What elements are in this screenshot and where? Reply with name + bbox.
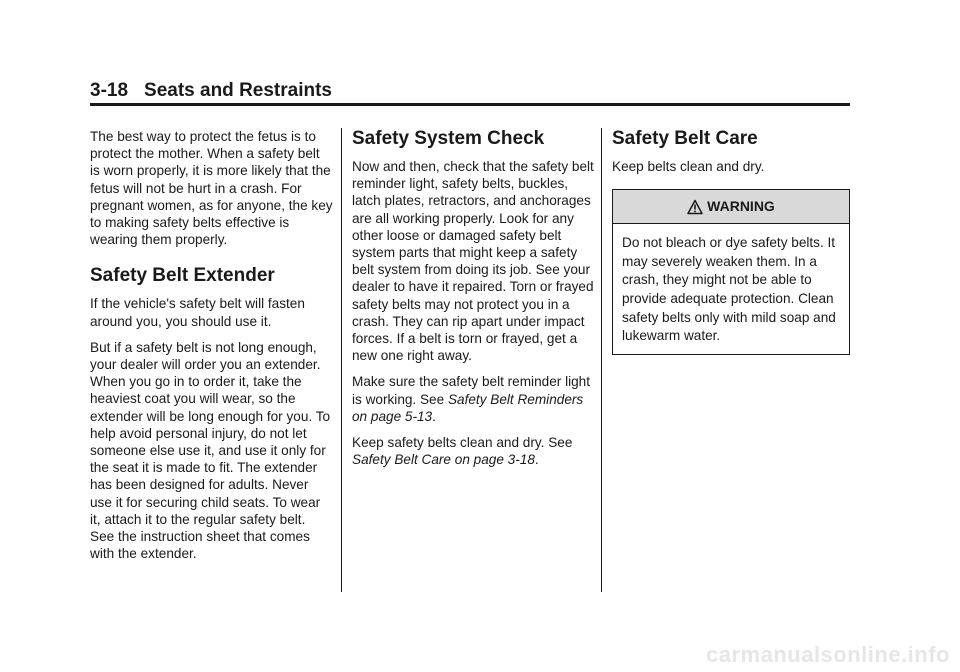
clean-period: . bbox=[534, 452, 539, 468]
reminder-period: . bbox=[432, 408, 436, 424]
extender-heading: Safety Belt Extender bbox=[90, 265, 275, 287]
warning-title: WARNING bbox=[707, 198, 775, 215]
intro-paragraph: The best way to protect the fetus is to protect the mother. When a safety belt is worn properly, it is more likely that the fetus will not be hurt in a crash. For pregnant women, as for anyone, the key to making safety belts effective is wearing them properly. bbox=[90, 129, 333, 248]
warning-box bbox=[612, 189, 850, 355]
belt-care-heading: Safety Belt Care bbox=[612, 128, 758, 149]
warning-icon bbox=[687, 199, 703, 215]
reminder-text: Make sure the safety belt reminder light is working. See bbox=[352, 374, 591, 407]
clean-text: Keep safety belts clean and dry. See bbox=[352, 435, 573, 451]
extender-paragraph-1: If the vehicle's safety belt will fasten around you, you should use it. bbox=[90, 296, 305, 329]
system-check-paragraph-3 bbox=[352, 434, 595, 468]
column-1 bbox=[90, 128, 333, 571]
warning-text: Do not bleach or dye safety belts. It may severely weaken them. In a crash, they might not be able to provide adequate protection. Clean safety belts only with mild soap and lukewarm water. bbox=[622, 235, 836, 344]
reminder-reference-link[interactable]: Safety Belt Reminders on page 5-13 bbox=[352, 391, 584, 424]
column-3 bbox=[612, 128, 850, 355]
system-check-paragraph-1: Now and then, check that the safety belt reminder light, safety belts, buckles, latch plates, retractors, and anchorages are all working properly. Look for any other loose or damaged safety belt system parts that might keep a safety belt system from doing its job. See your dealer to have it repaired. Torn or frayed safety belts may not protect you in a crash. They can rip apart under impact forces. If a belt is torn or frayed, get a new one right away. bbox=[352, 159, 594, 364]
header-rule bbox=[90, 103, 850, 106]
system-check-heading: Safety System Check bbox=[352, 128, 545, 149]
page-number: 3-18 bbox=[90, 80, 129, 101]
section-title: Seats and Restraints bbox=[144, 80, 332, 101]
column-divider-2 bbox=[601, 128, 602, 592]
column-divider-1 bbox=[341, 128, 342, 592]
watermark: carmanualsonline.info bbox=[706, 642, 950, 667]
page-header bbox=[90, 80, 332, 102]
extender-paragraph-2: But if a safety belt is not long enough, your dealer will order you an extender. When you go in to order it, take the heaviest coat you will wear, so the extender will be long enough for you. To help avoid personal injury, do not let someone else use it, and use it only for the seat it is made to fit. The extender has been designed for adults. Never use it for securing child seats. To wear it, attach it to the regular safety belt. See the instruction sheet that comes with the extender. bbox=[90, 339, 331, 562]
belt-care-paragraph: Keep belts clean and dry. bbox=[612, 159, 765, 174]
warning-header bbox=[613, 190, 849, 224]
belt-care-reference-link[interactable]: Safety Belt Care on page 3-18 bbox=[352, 452, 535, 468]
system-check-paragraph-2 bbox=[352, 373, 595, 425]
column-2 bbox=[352, 128, 595, 477]
